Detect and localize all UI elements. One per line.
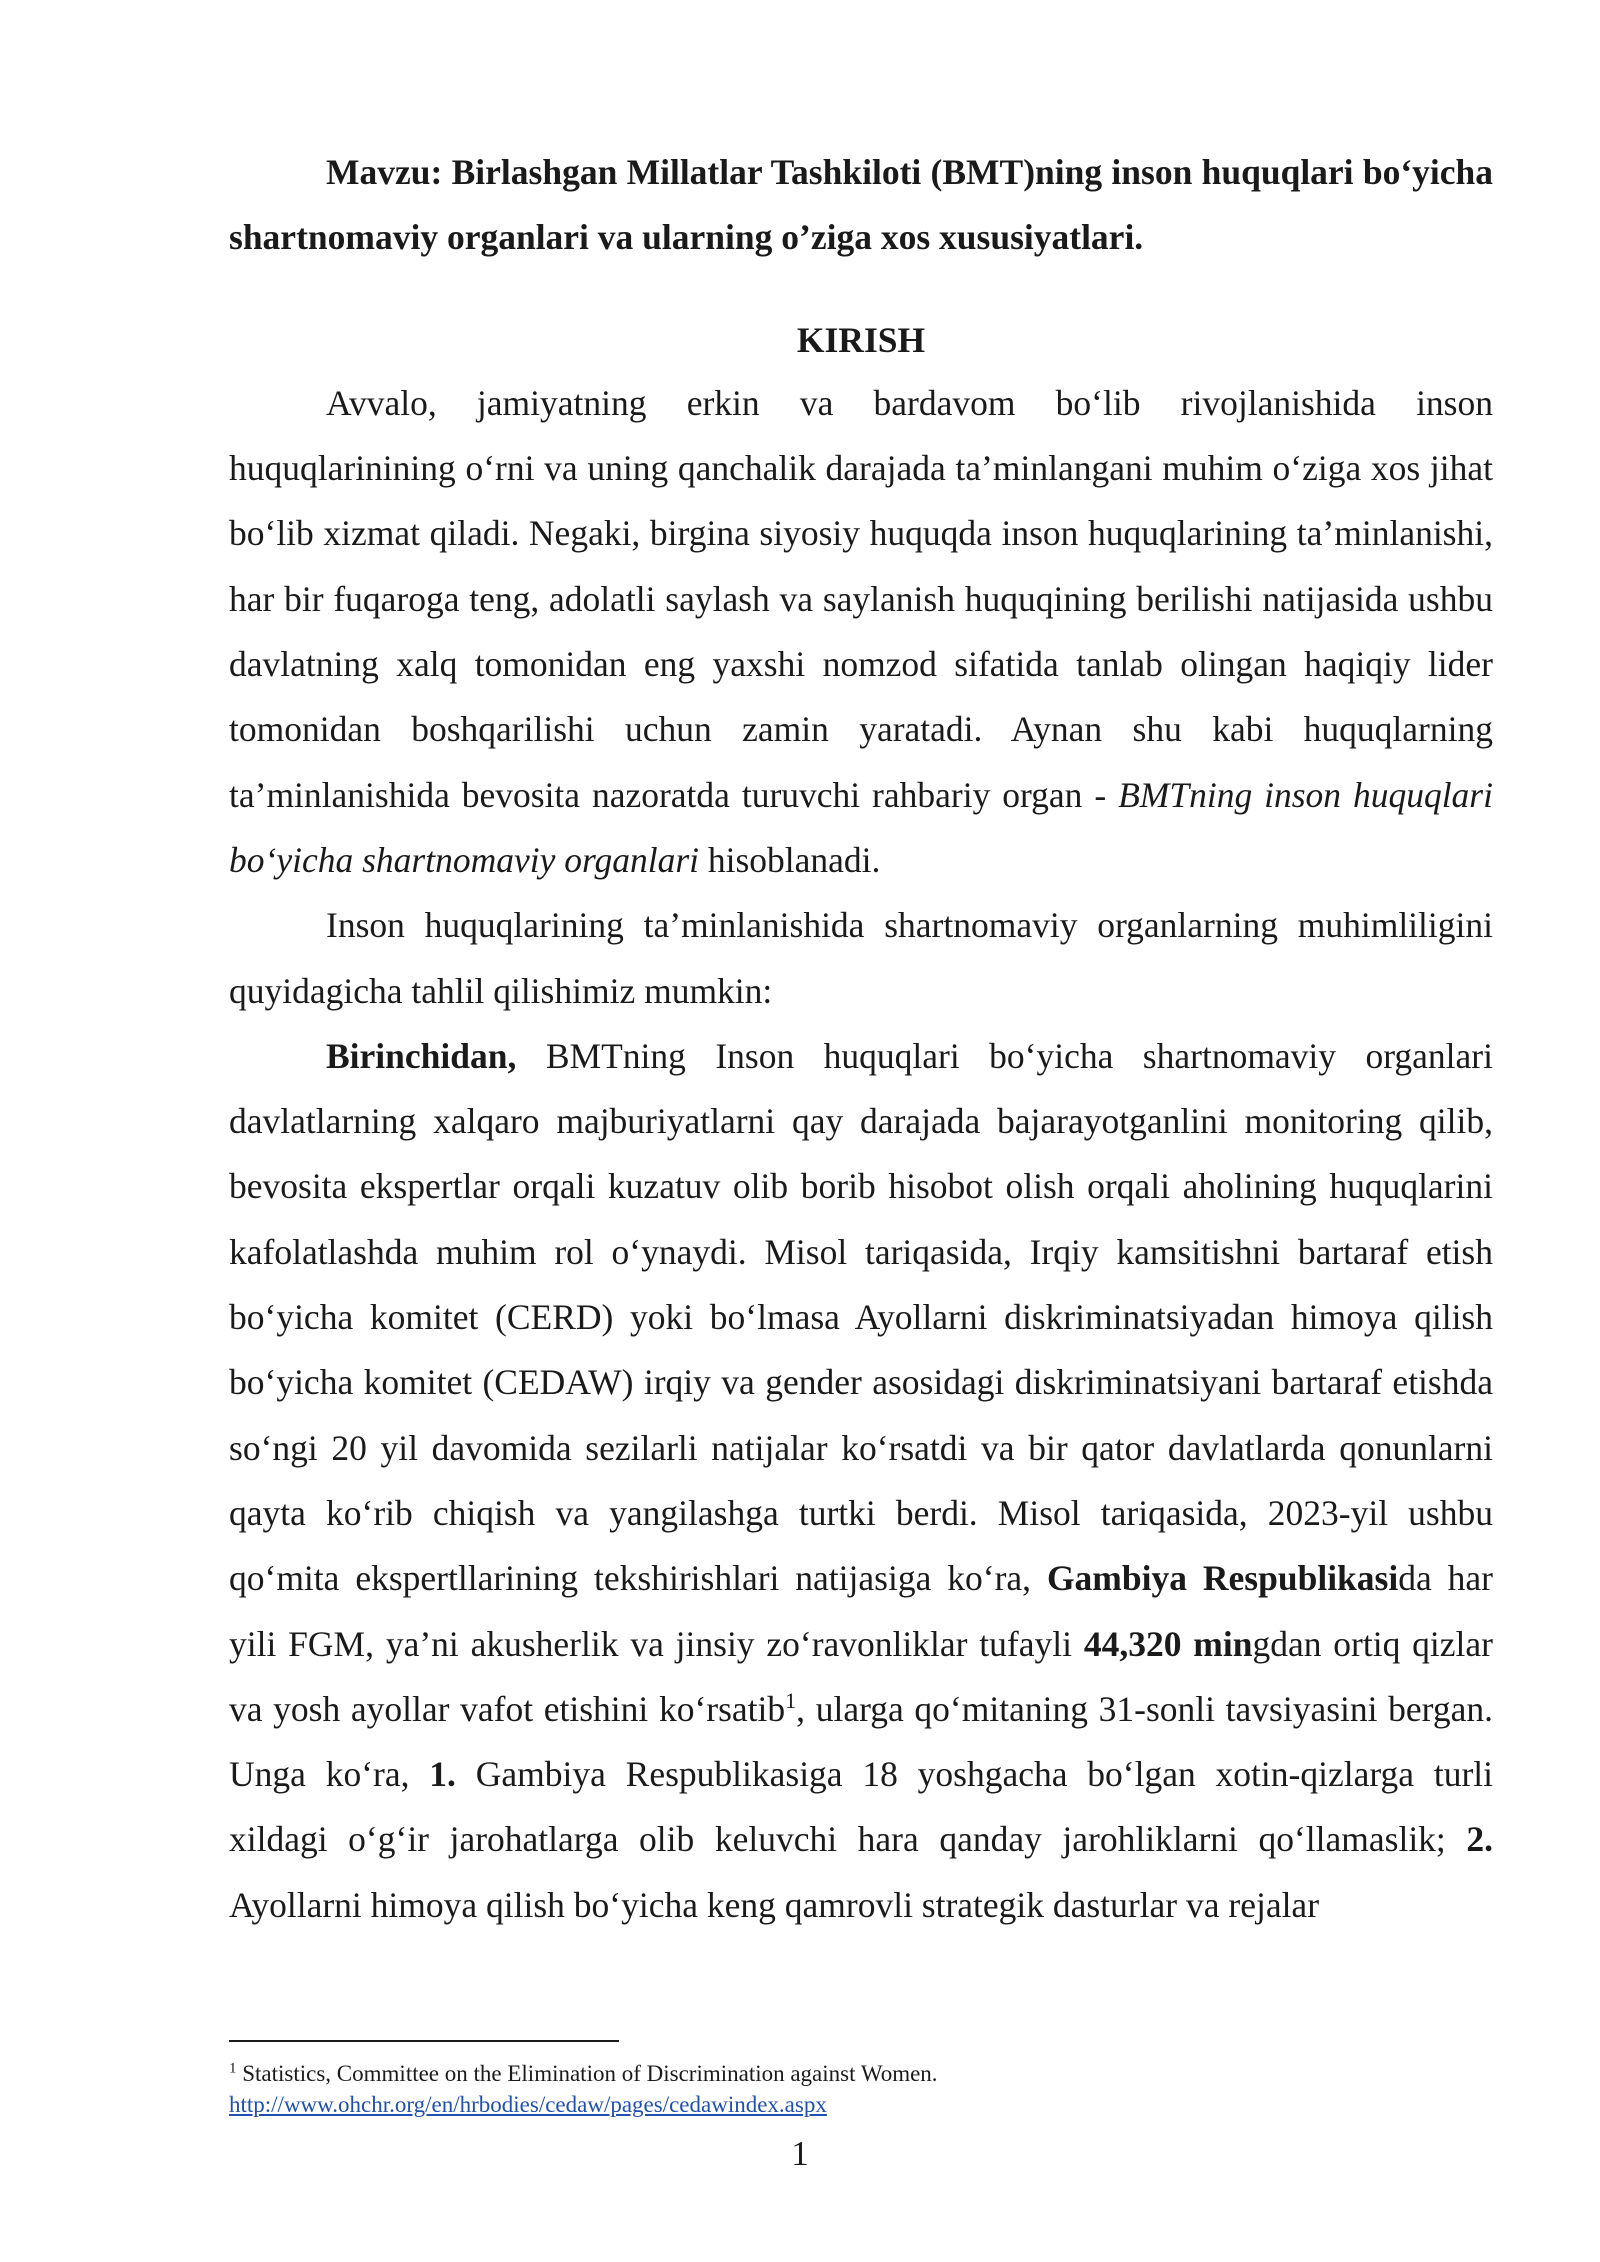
first-point-lead: Birinchidan, xyxy=(326,1035,517,1076)
footnote-separator xyxy=(229,2040,619,2042)
footnote-line xyxy=(229,2058,1493,2089)
first-point-text-2: da har yili FGM, ya’ni akusherlik va jinsiy zo‘ravonliklar tufayli xyxy=(229,1558,1493,1664)
first-point-text-6: Ayollarni himoya qilish bo‘yicha keng qamrovli strategik dasturlar va rejalar xyxy=(229,1884,1320,1925)
paragraph-intro xyxy=(229,371,1493,893)
footnote-link[interactable]: http://www.ohchr.org/en/hrbodies/cedaw/pages/cedawindex.aspx xyxy=(229,2092,827,2117)
footnote-reference[interactable]: 1 xyxy=(785,1688,797,1713)
paragraph-intro-text: Avvalo, jamiyatning erkin va bardavom bo‘lib rivojlanishida inson huquqlarinining o‘rni va uning qanchalik darajada ta’minlangani muhim o‘ziga xos jihat bo‘lib xizmat qiladi. Negaki, birgina siyosiy huquqda inson huquqlarining ta’minlanishi, har bir fuqaroga teng, adolatli saylash va saylanish huquqining berilishi natijasida ushbu davlatning xalq tomonidan eng yaxshi nomzod sifatida tanlab olingan haqiqiy lider tomonidan boshqarilishi uchun zamin yaratadi. Aynan shu kabi huquqlarning ta’minlanishida bevosita nazoratda turuvchi rahbariy organ - xyxy=(229,382,1493,815)
footnote-mark: 1 xyxy=(229,2060,237,2077)
statistic-bold: 44,320 min xyxy=(1083,1623,1253,1664)
list-number-2: 2. xyxy=(1466,1819,1493,1860)
first-point-text-4: , ularga qo‘mitaning 31-sonli tavsiyasini bergan. Unga ko‘ra, xyxy=(229,1688,1493,1795)
first-point-text-3: gdan ortiq qizlar va yosh ayollar vafot etishini ko‘rsatib xyxy=(229,1623,1493,1729)
page-body xyxy=(229,140,1493,1938)
first-point-text-1: BMTning Inson huquqlari bo‘yicha shartnomaviy organlari davlatlarning xalqaro majburiyatlarni qay darajada bajarayotganlini monitoring qilib, bevosita ekspertlar orqali kuzatuv olib borib hisobot olish orqali aholining huquqlarini kafolatlashda muhim rol o‘ynaydi. Misol tariqasida, Irqiy kamsitishni bartaraf etish bo‘yicha komitet (CERD) yoki bo‘lmasa Ayollarni diskriminatsiyadan himoya qilish bo‘yicha komitet (CEDAW) irqiy va gender asosidagi diskriminatsiyani bartaraf etishda so‘ngi 20 yil davomida sezilarli natijalar ko‘rsatdi va bir qator davlatlarda qonunlarni qayta ko‘rib chiqish va yangilashga turtki berdi. Misol tariqasida, 2023-yil ushbu qo‘mita ekspertllarining tekshirishlari natijasiga ko‘ra, xyxy=(229,1035,1493,1599)
page-number: 1 xyxy=(791,2134,809,2173)
footnote-link-line xyxy=(229,2089,1493,2120)
list-number-1: 1. xyxy=(429,1754,456,1795)
footnote-text: Statistics, Committee on the Elimination of Discrimination against Women. xyxy=(236,2061,938,2086)
paragraph-intro-end: hisoblanadi. xyxy=(699,839,881,880)
section-heading: KIRISH xyxy=(796,319,926,360)
gambia-bold: Gambiya Respublikasi xyxy=(1046,1558,1399,1599)
paragraph-first-point xyxy=(229,1024,1493,1938)
first-point-text-5: Gambiya Respublikasiga 18 yoshgacha bo‘lgan xotin-qizlarga turli xildagi o‘g‘ir jarohatlarga olib keluvchi hara qanday jarohliklarni qo‘llamaslik; xyxy=(229,1754,1493,1860)
paragraph-intro-italic: BMTning inson huquqlari bo‘yicha shartnomaviy organlari xyxy=(229,774,1493,880)
footnote xyxy=(229,2058,1493,2120)
document-title: Mavzu: Birlashgan Millatlar Tashkiloti (BMT)ning inson huquqlari bo‘yicha shartnomaviy organlari va ularning o’ziga xos xususiyatlari. xyxy=(229,152,1493,258)
paragraph-analysis: Inson huquqlarining ta’minlanishida shartnomaviy organlarning muhimliligini quyidagicha tahlil qilishimiz mumkin: xyxy=(229,905,1493,1011)
